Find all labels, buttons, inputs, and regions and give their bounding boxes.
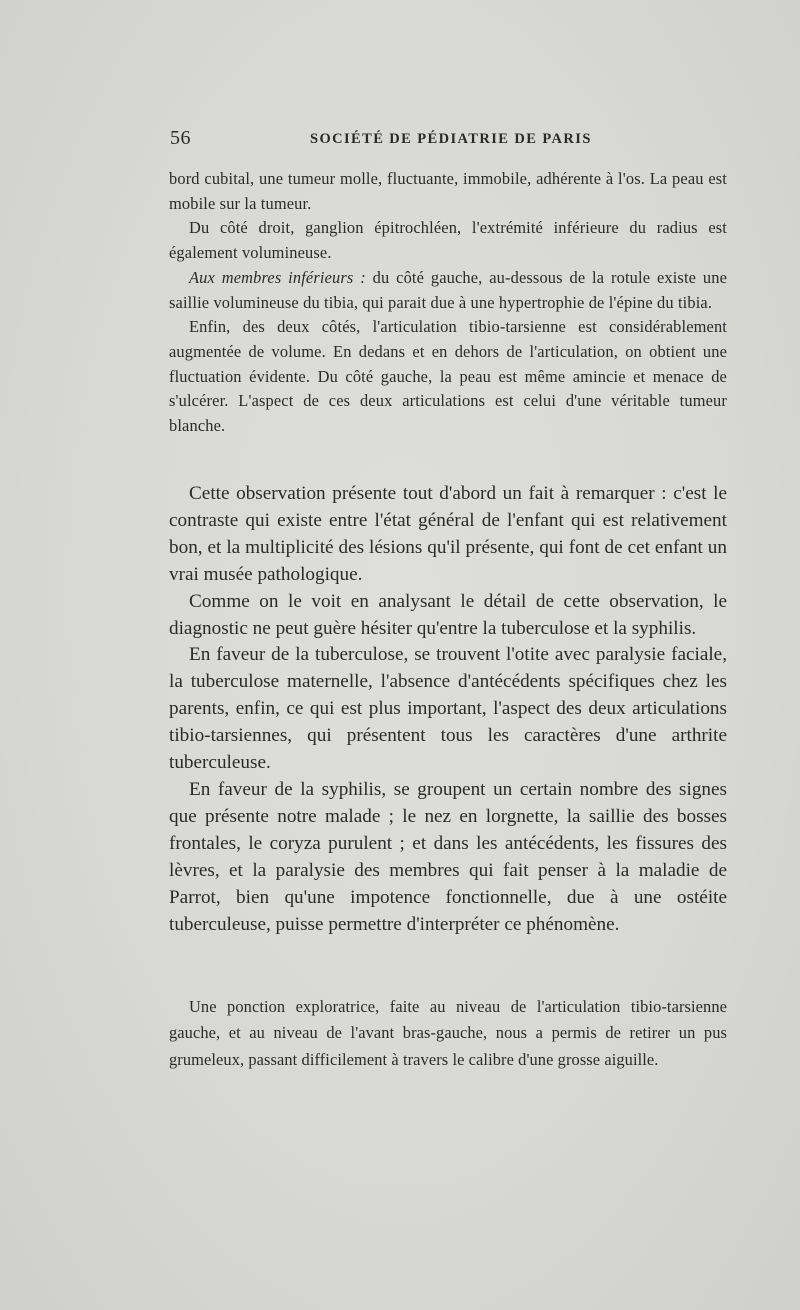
case-paragraph-left-arm: bord cubital, une tumeur molle, fluctuante, immobile, adhérente à l'os. La peau est mobile sur la tumeur.	[169, 169, 727, 213]
case-paragraph-ankles: Enfin, des deux côtés, l'articulation tibio-tarsienne est considérablement augmentée de volume. En dedans et en dehors de l'articulation, on obtient une fluctuation évidente. Du côté gauche, la peau est même amincie et menace de s'ulcérer. L'aspect de ces deux articulations est celui d'une véritable tumeur blanche.	[169, 317, 727, 436]
case-paragraph-right-side: Du côté droit, ganglion épitrochléen, l'extrémité inférieure du radius est également volumineuse.	[169, 218, 727, 263]
puncture-block	[169, 994, 727, 1073]
case-paragraph-lower-limbs	[169, 266, 727, 315]
discussion-block	[169, 481, 727, 938]
puncture-paragraph: Une ponction exploratrice, faite au niveau de l'articulation tibio-tarsienne gauche, et au niveau de l'avant bras-gauche, nous a permis de retirer un pus grumeleux, passant difficilement à travers le calibre d'une grosse aiguille.	[169, 997, 727, 1069]
lower-limbs-heading: Aux membres inférieurs :	[189, 267, 366, 287]
page-number: 56	[170, 127, 191, 149]
case-details-block	[169, 167, 727, 439]
page-header	[170, 127, 730, 157]
discussion-paragraph-diagnosis: Comme on le voit en analysant le détail de cette observation, le diagnostic ne peut guère hésiter qu'entre la tuberculose et la syphilis.	[169, 590, 727, 639]
running-title: SOCIÉTÉ DE PÉDIATRIE DE PARIS	[310, 131, 592, 147]
discussion-paragraph-syphilis: En faveur de la syphilis, se groupent un certain nombre des signes que présente notre malade ; le nez en lorgnette, la saillie des bosses frontales, le coryza purulent ; et dans les antécédents, les fissures des lèvres, et la paralysie des membres qui fait penser à la maladie de Parrot, bien qu'une impotence fonctionnelle, due à une ostéite tuberculeuse, puisse permettre d'interpréter ce phénomène.	[169, 778, 727, 935]
discussion-paragraph-tuberculosis: En faveur de la tuberculose, se trouvent l'otite avec paralysie faciale, la tuberculose maternelle, l'absence d'antécédents spécifiques chez les parents, enfin, ce qui est plus important, l'aspect des deux articulations tibio-tarsiennes, qui présentent tous les caractères d'une arthrite tuberculeuse.	[169, 644, 727, 774]
lower-limbs-text: du côté gauche, au-dessous de la rotule existe une saillie volumineuse du tibia, qui parait due à une hypertrophie de l'épine du tibia.	[169, 267, 727, 312]
discussion-paragraph-contrast: Cette observation présente tout d'abord un fait à remarquer : c'est le contraste qui existe entre l'état général de l'enfant qui est relativement bon, et la multiplicité des lésions qu'il présente, qui font de cet enfant un vrai musée pathologique.	[169, 483, 727, 585]
